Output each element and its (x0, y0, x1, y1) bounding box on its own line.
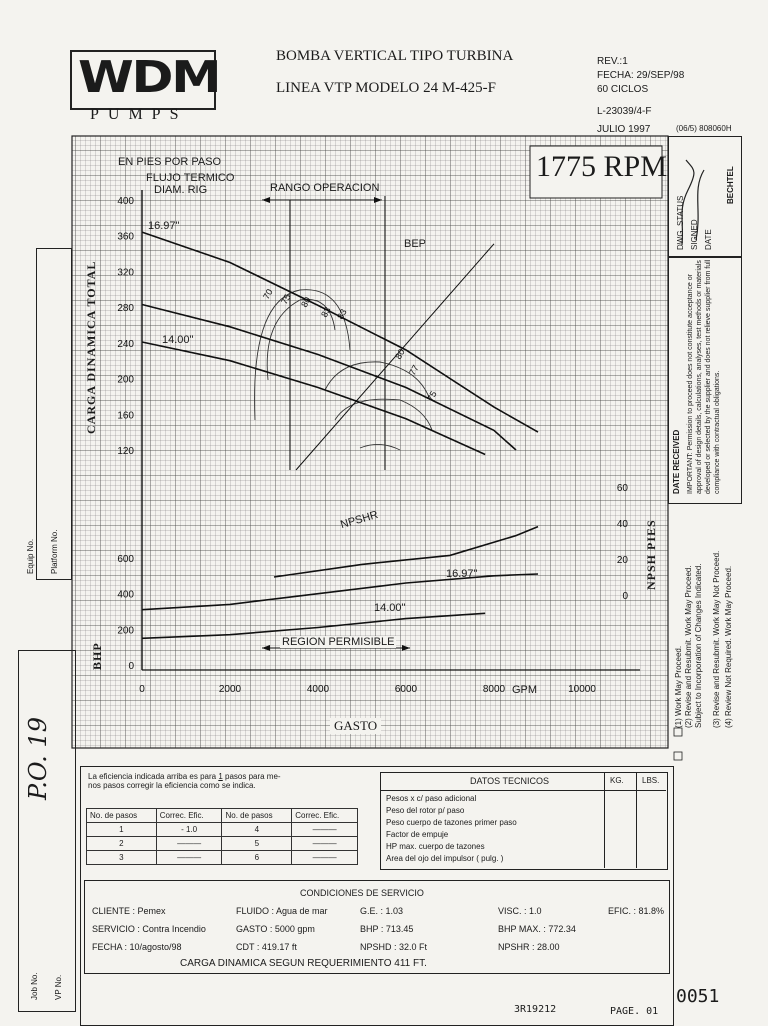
stamp-option-1: (1) Work May Proceed. (674, 645, 683, 728)
stamp-date: DATE (704, 229, 713, 250)
cell: 5 (222, 837, 292, 851)
stamp-option-4: (4) Review Not Required. Work May Proceed. (724, 565, 733, 728)
cell: 4 (222, 823, 292, 837)
cell: ——— (156, 837, 222, 851)
doc-subtitle: LINEA VTP MODELO 24 M-425-F (276, 80, 496, 96)
x-tick-label: 8000 (482, 684, 506, 695)
x-tick-label: 0 (139, 684, 145, 695)
y-axis-bhp-title: BHP (90, 642, 104, 670)
header-cell: No. de pasos (87, 809, 157, 823)
diameter-max-label: 16.97" (148, 220, 180, 232)
diameter-min-label: 14.00" (162, 334, 194, 346)
cell: 2 (87, 837, 157, 851)
head-tick-label: 400 (117, 196, 134, 207)
head-tick-label: 160 (117, 410, 134, 422)
revision-date: FECHA: 29/SEP/98 (597, 70, 685, 81)
platform-no-label: Platform No. (50, 529, 59, 574)
x-unit: GPM (512, 684, 538, 696)
service-bhp: BHP : 713.45 (360, 924, 414, 934)
efficiency-contour-label: 80 (299, 295, 313, 309)
doc-title: BOMBA VERTICAL TIPO TURBINA (276, 48, 514, 64)
label-bep: BEP (404, 238, 427, 250)
efficiency-contour-label: 75 (425, 389, 439, 403)
npsh-tick-label: 60 (616, 483, 628, 494)
technical-data-title: DATOS TECNICOS (470, 776, 550, 786)
table-row (87, 837, 358, 851)
technical-row: HP max. cuerpo de tazones (386, 842, 485, 851)
service-sg: G.E. : 1.03 (360, 906, 404, 916)
label-npshr: NPSHR (339, 508, 380, 532)
stamp-status: DWG. STATUS (676, 195, 685, 250)
efficiency-note-text3: nos pasos corregir la eficiencia como se indica. (88, 781, 256, 790)
efficiency-note-text1: La eficiencia indicada arriba es para (88, 772, 217, 781)
technical-row: Area del ojo del impulsor ( pulg. ) (386, 854, 504, 863)
service-type: SERVICIO : Contra Incendio (92, 924, 206, 934)
stamp-number: 0051 (676, 986, 720, 1007)
head-tick-label: 200 (117, 374, 134, 386)
stamp-date-received: DATE RECEIVED (672, 429, 681, 494)
technical-row: Factor de empuje (386, 830, 449, 839)
label-per-stage: EN PIES POR PASO (118, 156, 222, 168)
stamp-option-2b: Subject to Incorporation of Changes Indicated. (694, 563, 703, 728)
corner-code: (06/5) 808060H (676, 124, 732, 133)
service-efficiency: EFIC. : 81.8% (608, 906, 665, 916)
x-tick-label: 4000 (306, 684, 330, 695)
technical-row: Peso del rotor p/ paso (386, 806, 465, 815)
efficiency-contour-label: 83 (335, 307, 349, 321)
service-flow: GASTO : 5000 gpm (236, 924, 315, 934)
stamp-option-2: (2) Revise and Resubmit. Work May Proceed. (684, 565, 693, 728)
efficiency-note-stages: 1 (218, 772, 223, 781)
efficiency-contour-label: 80 (393, 347, 407, 361)
bhp-tick-label: 200 (117, 625, 134, 637)
job-no-label: Job No. (30, 972, 39, 1000)
rpm-label: 1775 RPM (536, 150, 667, 183)
head-tick-label: 280 (117, 303, 134, 315)
cell: ——— (292, 851, 358, 865)
efficiency-table (86, 808, 358, 865)
equip-no-label: Equip No. (26, 538, 35, 574)
table-header-row (87, 809, 358, 823)
frequency: 60 CICLOS (597, 84, 649, 95)
y-axis-head-title: CARGA DINAMICA TOTAL (84, 260, 98, 434)
header-cell: Correc. Efic. (292, 809, 358, 823)
technical-data-divider (636, 772, 637, 868)
stamp-option-3: (3) Revise and Resubmit. Work May Not Proceed. (712, 550, 721, 728)
service-tdh: CDT : 419.17 ft (236, 942, 297, 952)
bhp-tick-label: 600 (117, 554, 134, 565)
x-tick-label: 2000 (218, 684, 242, 695)
bhp-tick-label: 0 (128, 661, 134, 672)
header-cell: Correc. Efic. (156, 809, 222, 823)
stamp-important-note: IMPORTANT: Permission to proceed does not constitute acceptance or approval of design details, calculations, analyses, test methods or materials developed or selected by the supplier and does not relieve supplier from full compliance with contractual obligations. (687, 259, 721, 494)
efficiency-note-text2: pasos para me- (225, 772, 281, 781)
po-number: P.O. 19 (24, 717, 52, 800)
efficiency-contour-label: 83 (319, 305, 333, 319)
service-client: CLIENTE : Pemex (92, 906, 166, 916)
revision: REV.:1 (597, 56, 628, 67)
table-row (87, 851, 358, 865)
signature (674, 150, 714, 250)
footer-code: 3R19212 (514, 1004, 557, 1015)
lbs-header: LBS. (642, 776, 660, 785)
service-fluid: FLUIDO : Agua de mar (236, 906, 328, 916)
cell: ——— (292, 823, 358, 837)
reference-number: L-23039/4-F (597, 106, 652, 117)
x-tick-label: 6000 (394, 684, 418, 695)
bhp-tick-label: 400 (117, 589, 134, 601)
npsh-tick-label: 40 (616, 519, 628, 530)
cell: 1 (87, 823, 157, 837)
table-row (87, 823, 358, 837)
efficiency-note (88, 772, 358, 790)
service-head-requirement: CARGA DINAMICA SEGUN REQUERIMIENTO 411 FT. (180, 958, 427, 969)
service-title: CONDICIONES DE SERVICIO (300, 888, 424, 898)
cell: - 1.0 (156, 823, 222, 837)
header-cell: No. de pasos (222, 809, 292, 823)
x-tick-label: 10000 (568, 684, 596, 695)
brand-name: PUMPS (90, 106, 188, 123)
cell: ——— (156, 851, 222, 865)
head-tick-label: 320 (117, 267, 134, 279)
label-diameter: DIAM. RIG (154, 184, 208, 196)
bhp-min-label: 14.00" (374, 602, 406, 614)
stamp-company: BECHTEL (726, 166, 735, 204)
cell: 6 (222, 851, 292, 865)
service-npshr: NPSHR : 28.00 (498, 942, 560, 952)
label-operating-range: RANGO OPERACION (270, 182, 380, 194)
npsh-tick-label: 0 (622, 591, 628, 602)
y-axis-npsh-title: NPSH PIES (644, 519, 658, 590)
label-permissible-region: REGION PERMISIBLE (282, 636, 395, 648)
cell: ——— (292, 837, 358, 851)
service-viscosity: VISC. : 1.0 (498, 906, 542, 916)
issue-date: JULIO 1997 (597, 124, 651, 135)
service-bhp-max: BHP MAX. : 772.34 (498, 924, 576, 934)
label-thermal-flow: FLUJO TERMICO (146, 172, 235, 184)
technical-data-divider (604, 772, 605, 868)
stamp-signed: SIGNED (690, 219, 699, 250)
technical-data-rule (380, 790, 666, 791)
technical-row: Pesos x c/ paso adicional (386, 794, 477, 803)
company-logo: WDM (78, 52, 220, 103)
job-box (18, 650, 76, 1012)
vp-no-label: VP No. (54, 974, 63, 1000)
x-axis-title: GASTO (330, 718, 381, 734)
efficiency-contour-label: 77 (407, 363, 421, 377)
kg-header: KG. (610, 776, 624, 785)
efficiency-contour-label: 75 (279, 292, 293, 306)
service-npshd: NPSHD : 32.0 Ft (360, 942, 428, 952)
head-tick-label: 360 (117, 231, 134, 243)
service-date: FECHA : 10/agosto/98 (92, 942, 182, 952)
head-tick-label: 120 (117, 446, 134, 457)
technical-row: Peso cuerpo de tazones primer paso (386, 818, 517, 827)
bhp-max-label: 16.97" (446, 568, 478, 580)
cell: 3 (87, 851, 157, 865)
efficiency-contour-label: 70 (261, 287, 275, 301)
head-tick-label: 240 (117, 338, 134, 350)
npsh-tick-label: 20 (616, 555, 628, 566)
page-number: PAGE. 01 (610, 1006, 659, 1017)
